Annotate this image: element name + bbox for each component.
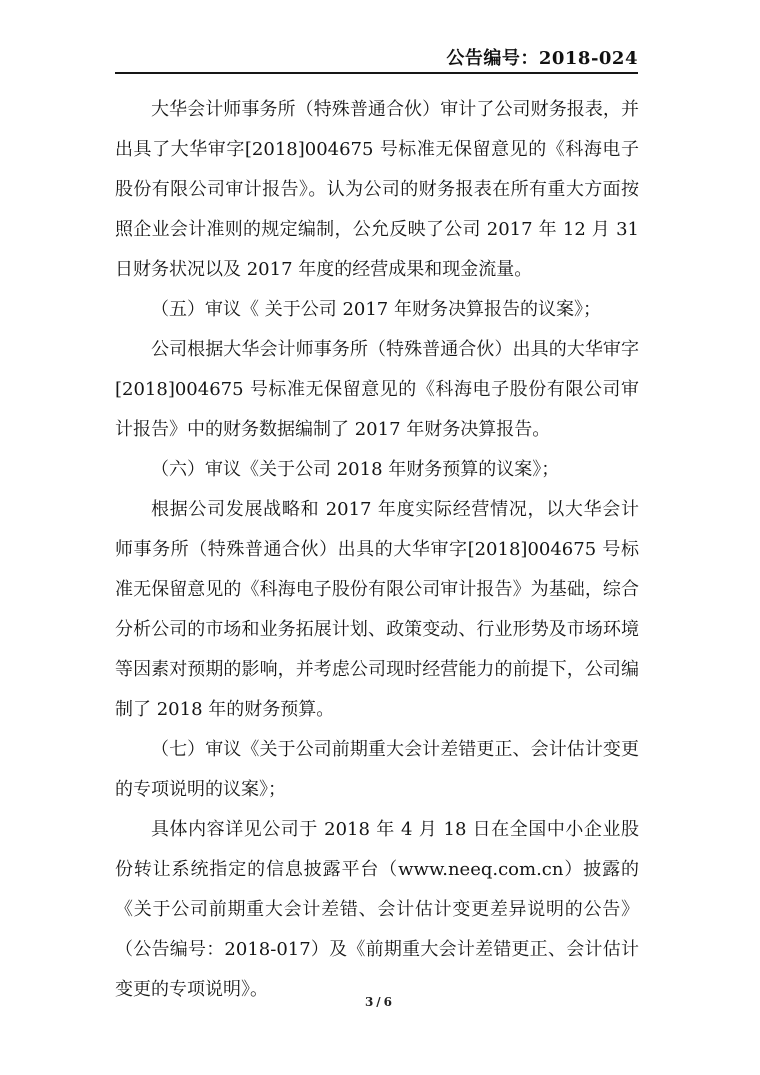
body-paragraph-item-6-detail: 根据公司发展战略和 2017 年度实际经营情况，以大华会计师事务所（特殊普通合伙）出具的大华审字[2018]004675 号标准无保留意见的《科海电子股份有限公司审计报告》为基础，综合分析公司的市场和业务拓展计划、政策变动、行业形势及市场环境等因素对预期的影响，并考虑公司现时经营能力的前提下，公司编制了 2018 年的财务预算。 [115, 499, 639, 720]
header-divider [115, 72, 638, 74]
body-paragraph-item-7-detail: 具体内容详见公司于 2018 年 4 月 18 日在全国中小企业股份转让系统指定的信息披露平台（www.neeq.com.cn）披露的《关于公司前期重大会计差错、会计估计变更差异说明的公告》（公告编号：2018-017）及《前期重大会计差错更正、会计估计变更的专项说明》。 [115, 819, 639, 1000]
body-paragraph-item-5-heading: （五）审议《 关于公司 2017 年财务决算报告的议案》； [151, 299, 601, 320]
page-number: 3/6 [364, 995, 396, 1009]
document-body [115, 90, 639, 1010]
body-paragraph-audit-opinion: 大华会计师事务所（特殊普通合伙）审计了公司财务报表，并出具了大华审字[2018]004675 号标准无保留意见的《科海电子股份有限公司审计报告》。认为公司的财务报表在所有重大方面按照企业会计准则的规定编制，公允反映了公司 2017 年 12 月 31 日财务状况以及 2017 年度的经营成果和现金流量。 [115, 99, 639, 280]
body-paragraph-item-5-detail: 公司根据大华会计师事务所（特殊普通合伙）出具的大华审字[2018]004675 号标准无保留意见的《科海电子股份有限公司审计报告》中的财务数据编制了 2017 年财务决算报告。 [115, 339, 639, 440]
body-paragraph-item-6-heading: （六）审议《关于公司 2018 年财务预算的议案》； [151, 459, 560, 480]
body-paragraph-item-7-heading: （七）审议《关于公司前期重大会计差错更正、会计估计变更的专项说明的议案》； [115, 739, 639, 800]
announcement-number: 公告编号：2018-024 [446, 48, 638, 69]
